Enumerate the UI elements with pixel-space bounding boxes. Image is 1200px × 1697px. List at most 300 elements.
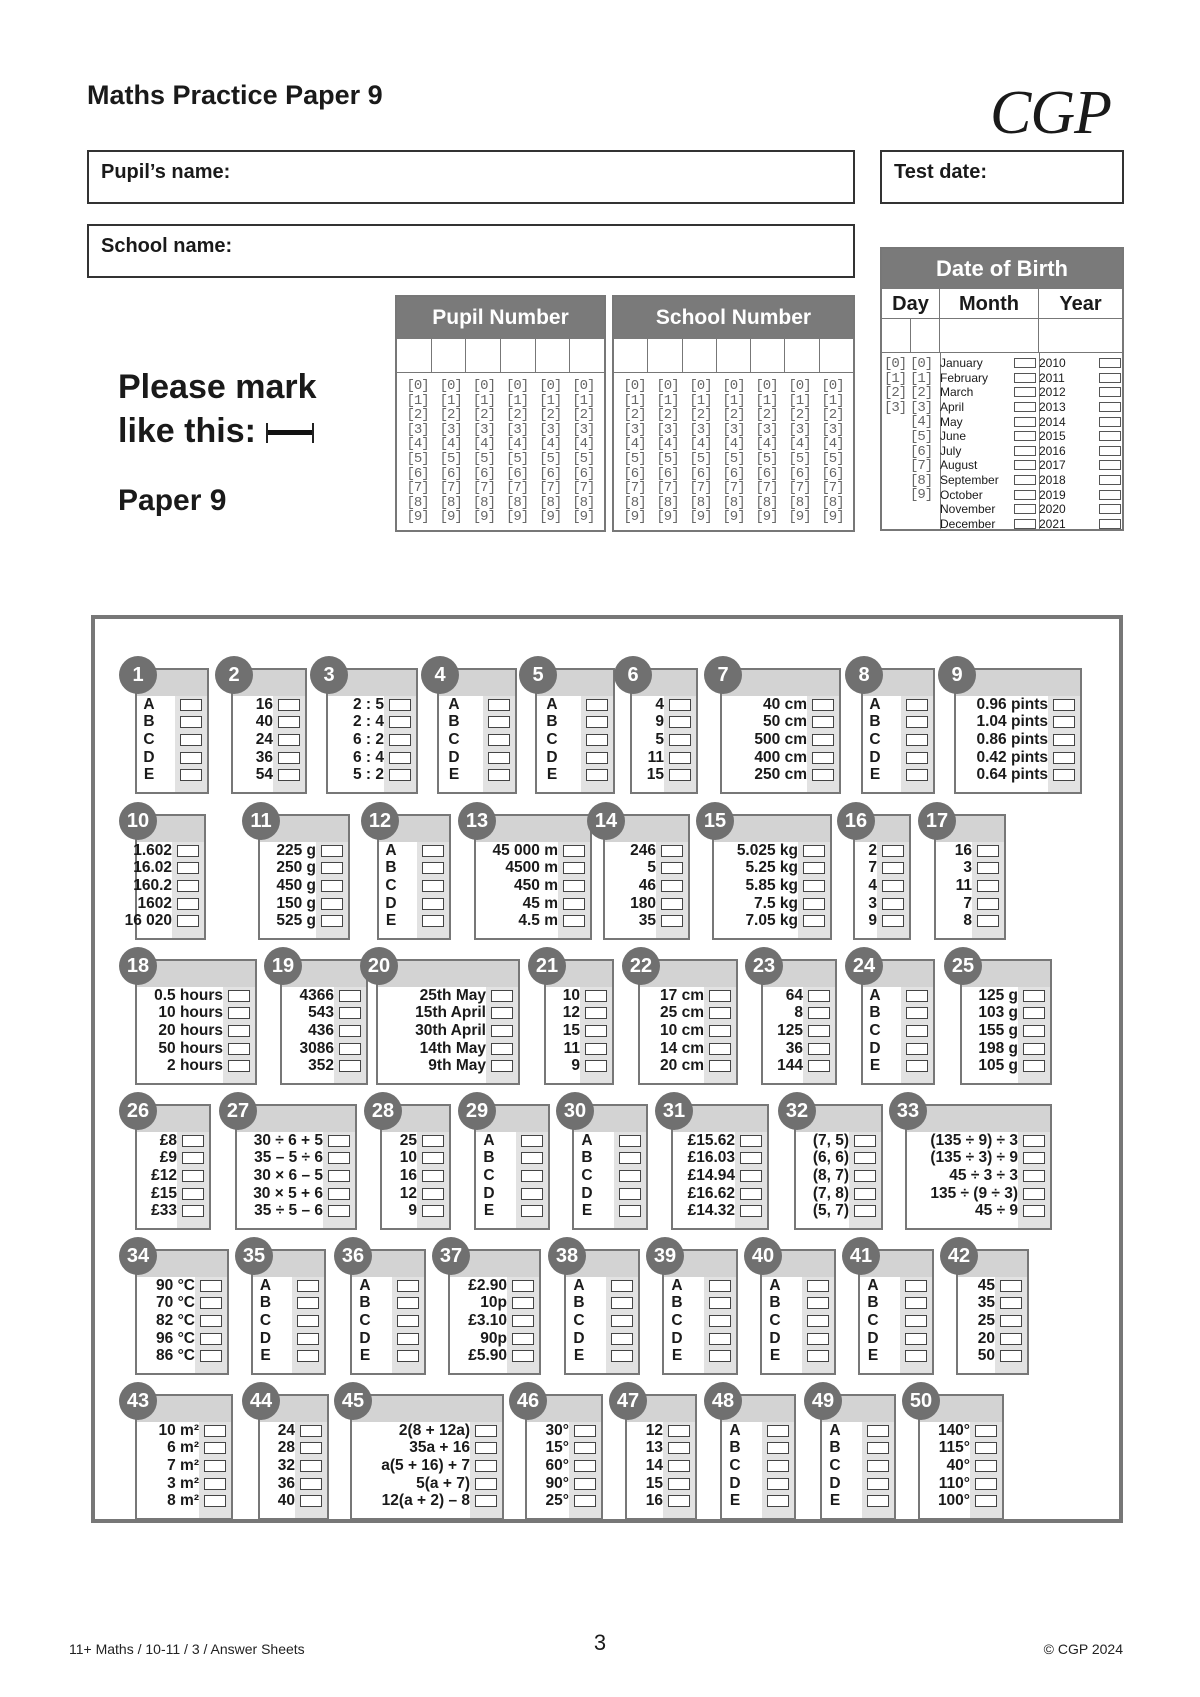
answer-checkbox[interactable] xyxy=(975,1460,997,1472)
answer-option[interactable] xyxy=(627,1422,690,1440)
answer-option[interactable] xyxy=(476,1202,543,1220)
pupil-number-digit-bubble[interactable]: [4] xyxy=(439,436,462,453)
dob-year-checkbox[interactable] xyxy=(1099,431,1121,441)
pupil-number-digit-bubble[interactable]: [9] xyxy=(539,509,562,526)
school-number-digit-bubble[interactable]: [1] xyxy=(755,392,778,409)
answer-checkbox[interactable] xyxy=(803,880,825,892)
pupil-number-digit-bubble[interactable]: [0] xyxy=(572,378,595,394)
school-number-digit-bubble[interactable]: [9] xyxy=(722,509,745,526)
dob-day-bubble[interactable]: [2] xyxy=(884,385,907,402)
answer-checkbox[interactable] xyxy=(475,1442,497,1454)
answer-checkbox[interactable] xyxy=(586,699,608,711)
answer-checkbox[interactable] xyxy=(585,1025,607,1037)
answer-checkbox[interactable] xyxy=(661,880,683,892)
answer-option[interactable] xyxy=(920,1422,997,1440)
answer-option[interactable] xyxy=(137,1185,204,1203)
answer-checkbox[interactable] xyxy=(709,1007,731,1019)
pupil-number-digit-bubble[interactable]: [3] xyxy=(505,421,529,438)
answer-option[interactable] xyxy=(233,731,300,749)
pupil-number-digit-bubble[interactable]: [5] xyxy=(539,450,562,467)
answer-option[interactable] xyxy=(714,877,825,895)
answer-option[interactable] xyxy=(863,749,928,767)
dob-day-bubble[interactable]: [7] xyxy=(910,458,933,475)
dob-month-checkbox[interactable] xyxy=(1014,446,1036,456)
answer-checkbox[interactable] xyxy=(812,716,834,728)
answer-option[interactable] xyxy=(328,731,411,749)
answer-option[interactable] xyxy=(352,1422,497,1440)
pupil-number-digit-bubble[interactable]: [4] xyxy=(539,436,562,453)
answer-checkbox[interactable] xyxy=(300,1495,322,1507)
answer-checkbox[interactable] xyxy=(906,1025,928,1037)
answer-checkbox[interactable] xyxy=(328,1170,350,1182)
answer-option[interactable] xyxy=(282,987,361,1005)
answer-option[interactable] xyxy=(137,1347,222,1365)
answer-option[interactable] xyxy=(673,1150,762,1168)
answer-checkbox[interactable] xyxy=(1053,769,1075,781)
answer-option[interactable] xyxy=(958,1347,1022,1365)
school-number-digit-bubble[interactable]: [0] xyxy=(788,378,811,394)
answer-option[interactable] xyxy=(450,1347,534,1365)
dob-month-option[interactable] xyxy=(940,356,1036,371)
answer-checkbox[interactable] xyxy=(512,1333,534,1345)
answer-checkbox[interactable] xyxy=(491,1060,513,1072)
answer-option[interactable] xyxy=(527,1492,596,1510)
dob-day-bubble[interactable]: [1] xyxy=(884,370,907,387)
answer-option[interactable] xyxy=(796,1167,876,1185)
pupil-number-digit-bubble[interactable]: [8] xyxy=(505,494,529,511)
answer-checkbox[interactable] xyxy=(709,1350,731,1362)
answer-checkbox[interactable] xyxy=(740,1205,762,1217)
answer-option[interactable] xyxy=(822,1440,889,1458)
school-number-digit-bubble[interactable]: [2] xyxy=(689,407,712,424)
answer-checkbox[interactable] xyxy=(1053,752,1075,764)
dob-year-option[interactable] xyxy=(1039,487,1121,502)
answer-option[interactable] xyxy=(237,1202,350,1220)
answer-checkbox[interactable] xyxy=(808,1007,830,1019)
pupil-number-digit-bubble[interactable]: [2] xyxy=(472,407,495,424)
dob-year-option[interactable] xyxy=(1039,444,1121,459)
answer-checkbox[interactable] xyxy=(491,1007,513,1019)
answer-option[interactable] xyxy=(640,1022,731,1040)
pupil-number-digit-bubble[interactable]: [2] xyxy=(439,407,462,424)
answer-checkbox[interactable] xyxy=(586,716,608,728)
answer-checkbox[interactable] xyxy=(475,1460,497,1472)
answer-checkbox[interactable] xyxy=(328,1188,350,1200)
answer-checkbox[interactable] xyxy=(1000,1280,1022,1292)
answer-option[interactable] xyxy=(605,912,683,930)
answer-option[interactable] xyxy=(133,859,199,878)
pupil-number-digit-bubble[interactable]: [6] xyxy=(472,465,495,482)
answer-checkbox[interactable] xyxy=(585,1060,607,1072)
answer-option[interactable] xyxy=(958,1330,1022,1348)
dob-year-option[interactable] xyxy=(1039,502,1121,517)
school-number-digit-bubble[interactable]: [9] xyxy=(788,509,811,526)
answer-checkbox[interactable] xyxy=(1053,734,1075,746)
dob-year-option[interactable] xyxy=(1039,473,1121,488)
pupil-number-digit-bubble[interactable]: [8] xyxy=(406,494,429,511)
pupil-number-digit-bubble[interactable]: [0] xyxy=(439,378,462,394)
answer-checkbox[interactable] xyxy=(709,1333,731,1345)
school-name-field[interactable] xyxy=(87,224,855,278)
school-number-digit-bubble[interactable]: [2] xyxy=(722,407,745,424)
answer-option[interactable] xyxy=(546,1005,607,1023)
answer-checkbox[interactable] xyxy=(521,1188,543,1200)
answer-option[interactable] xyxy=(863,1022,928,1040)
answer-checkbox[interactable] xyxy=(767,1478,789,1490)
answer-checkbox[interactable] xyxy=(668,1478,690,1490)
school-number-write-cell[interactable] xyxy=(648,339,682,372)
answer-checkbox[interactable] xyxy=(397,1333,419,1345)
dob-month-write[interactable] xyxy=(940,319,1039,352)
answer-option[interactable] xyxy=(566,1295,633,1313)
answer-checkbox[interactable] xyxy=(397,1315,419,1327)
answer-checkbox[interactable] xyxy=(586,734,608,746)
answer-checkbox[interactable] xyxy=(297,1297,319,1309)
answer-checkbox[interactable] xyxy=(906,699,928,711)
answer-checkbox[interactable] xyxy=(1000,1297,1022,1309)
dob-year-checkbox[interactable] xyxy=(1099,519,1121,529)
answer-checkbox[interactable] xyxy=(563,915,585,927)
school-number-digit-bubble[interactable]: [0] xyxy=(821,378,844,394)
answer-checkbox[interactable] xyxy=(300,1478,322,1490)
answer-option[interactable] xyxy=(233,766,300,784)
answer-checkbox[interactable] xyxy=(906,769,928,781)
dob-month-option[interactable] xyxy=(940,400,1036,415)
answer-checkbox[interactable] xyxy=(389,734,411,746)
school-number-digit-bubble[interactable]: [9] xyxy=(821,509,844,526)
answer-option[interactable] xyxy=(860,1312,927,1330)
answer-checkbox[interactable] xyxy=(1023,1007,1045,1019)
answer-option[interactable] xyxy=(627,1457,690,1475)
answer-checkbox[interactable] xyxy=(200,1350,222,1362)
answer-checkbox[interactable] xyxy=(975,1442,997,1454)
answer-option[interactable] xyxy=(137,1440,226,1458)
answer-checkbox[interactable] xyxy=(339,1060,361,1072)
answer-option[interactable] xyxy=(382,1202,444,1220)
answer-option[interactable] xyxy=(282,1040,361,1058)
answer-checkbox[interactable] xyxy=(563,845,585,857)
answer-checkbox[interactable] xyxy=(669,752,691,764)
answer-checkbox[interactable] xyxy=(180,752,202,764)
answer-option[interactable] xyxy=(855,842,904,860)
answer-option[interactable] xyxy=(762,1330,829,1348)
school-number-digit-bubble[interactable]: [6] xyxy=(656,465,679,482)
pupil-number-digit-bubble[interactable]: [8] xyxy=(539,494,562,511)
answer-option[interactable] xyxy=(253,1295,319,1313)
school-number-digit-bubble[interactable]: [2] xyxy=(623,407,646,424)
answer-checkbox[interactable] xyxy=(488,752,510,764)
answer-checkbox[interactable] xyxy=(475,1478,497,1490)
dob-month-option[interactable] xyxy=(940,487,1036,502)
dob-month-option[interactable] xyxy=(940,414,1036,429)
answer-option[interactable] xyxy=(537,749,608,767)
answer-checkbox[interactable] xyxy=(807,1280,829,1292)
answer-option[interactable] xyxy=(936,895,999,913)
dob-year-checkbox[interactable] xyxy=(1099,417,1121,427)
answer-checkbox[interactable] xyxy=(491,990,513,1002)
answer-option[interactable] xyxy=(763,987,830,1005)
answer-option[interactable] xyxy=(763,1057,830,1075)
school-number-digit-bubble[interactable]: [5] xyxy=(623,450,646,467)
answer-checkbox[interactable] xyxy=(977,898,999,910)
answer-option[interactable] xyxy=(476,1167,543,1185)
answer-checkbox[interactable] xyxy=(882,862,904,874)
answer-checkbox[interactable] xyxy=(709,1280,731,1292)
school-number-digit-bubble[interactable]: [3] xyxy=(821,421,844,438)
answer-option[interactable] xyxy=(378,1057,513,1075)
answer-option[interactable] xyxy=(527,1440,596,1458)
school-number-digit-bubble[interactable]: [2] xyxy=(656,407,679,424)
answer-checkbox[interactable] xyxy=(300,1425,322,1437)
answer-option[interactable] xyxy=(237,1185,350,1203)
answer-option[interactable] xyxy=(378,1005,513,1023)
answer-checkbox[interactable] xyxy=(328,1152,350,1164)
answer-checkbox[interactable] xyxy=(585,1007,607,1019)
answer-checkbox[interactable] xyxy=(182,1170,204,1182)
answer-checkbox[interactable] xyxy=(321,880,343,892)
answer-option[interactable] xyxy=(282,1057,361,1075)
pupil-number-digit-bubble[interactable]: [5] xyxy=(572,450,595,467)
answer-option[interactable] xyxy=(722,1440,789,1458)
answer-option[interactable] xyxy=(382,1150,444,1168)
answer-checkbox[interactable] xyxy=(1023,1135,1045,1147)
answer-checkbox[interactable] xyxy=(297,1280,319,1292)
answer-option[interactable] xyxy=(253,1312,319,1330)
pupil-number-digit-bubble[interactable]: [5] xyxy=(472,450,495,467)
answer-checkbox[interactable] xyxy=(321,915,343,927)
answer-checkbox[interactable] xyxy=(767,1442,789,1454)
answer-checkbox[interactable] xyxy=(1053,699,1075,711)
school-number-digit-bubble[interactable]: [8] xyxy=(623,494,646,511)
answer-option[interactable] xyxy=(907,1150,1045,1168)
answer-option[interactable] xyxy=(936,842,999,860)
answer-option[interactable] xyxy=(956,749,1075,767)
pupil-number-digit-bubble[interactable]: [8] xyxy=(472,494,495,511)
school-number-write-cell[interactable] xyxy=(717,339,751,372)
answer-checkbox[interactable] xyxy=(177,880,199,892)
pupil-number-digit-bubble[interactable]: [0] xyxy=(406,378,429,394)
answer-checkbox[interactable] xyxy=(767,1425,789,1437)
school-number-digit-bubble[interactable]: [8] xyxy=(788,494,811,511)
answer-checkbox[interactable] xyxy=(669,716,691,728)
answer-checkbox[interactable] xyxy=(977,862,999,874)
answer-checkbox[interactable] xyxy=(611,1280,633,1292)
answer-checkbox[interactable] xyxy=(563,898,585,910)
answer-option[interactable] xyxy=(546,987,607,1005)
answer-option[interactable] xyxy=(962,1005,1045,1023)
answer-option[interactable] xyxy=(476,860,585,878)
pupil-number-digit-bubble[interactable]: [6] xyxy=(439,465,462,482)
answer-option[interactable] xyxy=(476,1132,543,1150)
answer-checkbox[interactable] xyxy=(619,1205,641,1217)
pupil-number-digit-bubble[interactable]: [6] xyxy=(505,465,529,482)
answer-option[interactable] xyxy=(863,1040,928,1058)
answer-option[interactable] xyxy=(282,1022,361,1040)
answer-option[interactable] xyxy=(137,1005,250,1023)
answer-option[interactable] xyxy=(328,766,411,784)
pupil-number-digit-bubble[interactable]: [3] xyxy=(472,421,495,438)
answer-checkbox[interactable] xyxy=(1053,716,1075,728)
answer-checkbox[interactable] xyxy=(854,1188,876,1200)
answer-checkbox[interactable] xyxy=(328,1205,350,1217)
answer-option[interactable] xyxy=(860,1277,927,1295)
school-number-digit-bubble[interactable]: [4] xyxy=(722,436,745,453)
answer-option[interactable] xyxy=(282,1005,361,1023)
answer-option[interactable] xyxy=(439,714,510,732)
answer-option[interactable] xyxy=(476,1185,543,1203)
dob-year-checkbox[interactable] xyxy=(1099,373,1121,383)
answer-checkbox[interactable] xyxy=(905,1297,927,1309)
answer-option[interactable] xyxy=(796,1202,876,1220)
answer-option[interactable] xyxy=(920,1440,997,1458)
dob-year-checkbox[interactable] xyxy=(1099,490,1121,500)
answer-checkbox[interactable] xyxy=(882,898,904,910)
answer-option[interactable] xyxy=(574,1150,641,1168)
answer-option[interactable] xyxy=(233,696,300,714)
answer-checkbox[interactable] xyxy=(854,1170,876,1182)
pupil-number-digit-bubble[interactable]: [7] xyxy=(472,480,495,497)
answer-checkbox[interactable] xyxy=(668,1495,690,1507)
school-number-digit-bubble[interactable]: [4] xyxy=(656,436,679,453)
answer-checkbox[interactable] xyxy=(521,1152,543,1164)
school-number-digit-bubble[interactable]: [6] xyxy=(755,465,778,482)
school-number-digit-bubble[interactable]: [3] xyxy=(656,421,679,438)
answer-checkbox[interactable] xyxy=(204,1460,226,1472)
dob-day-bubble[interactable]: [9] xyxy=(910,487,933,504)
answer-option[interactable] xyxy=(920,1457,997,1475)
answer-option[interactable] xyxy=(863,731,928,749)
answer-option[interactable] xyxy=(124,912,199,930)
pupil-number-write-cell[interactable] xyxy=(570,339,604,372)
answer-option[interactable] xyxy=(796,1185,876,1203)
dob-month-option[interactable] xyxy=(940,473,1036,488)
school-number-write-cell[interactable] xyxy=(820,339,853,372)
answer-option[interactable] xyxy=(260,1422,322,1440)
school-number-digit-bubble[interactable]: [3] xyxy=(623,421,646,438)
dob-day-bubble[interactable]: [2] xyxy=(910,385,933,402)
school-number-write-cell[interactable] xyxy=(751,339,785,372)
answer-option[interactable] xyxy=(574,1202,641,1220)
answer-checkbox[interactable] xyxy=(574,1460,596,1472)
answer-option[interactable] xyxy=(546,1057,607,1075)
dob-day-bubble[interactable]: [4] xyxy=(910,414,933,431)
answer-checkbox[interactable] xyxy=(475,1425,497,1437)
answer-checkbox[interactable] xyxy=(200,1333,222,1345)
school-number-digit-bubble[interactable]: [1] xyxy=(623,392,646,409)
answer-checkbox[interactable] xyxy=(422,1188,444,1200)
answer-option[interactable] xyxy=(863,696,928,714)
answer-option[interactable] xyxy=(822,1457,889,1475)
answer-checkbox[interactable] xyxy=(339,1025,361,1037)
answer-option[interactable] xyxy=(382,1132,444,1150)
answer-checkbox[interactable] xyxy=(619,1188,641,1200)
answer-option[interactable] xyxy=(476,877,585,895)
answer-option[interactable] xyxy=(566,1312,633,1330)
answer-checkbox[interactable] xyxy=(740,1188,762,1200)
answer-checkbox[interactable] xyxy=(807,1297,829,1309)
answer-checkbox[interactable] xyxy=(661,898,683,910)
answer-option[interactable] xyxy=(920,1475,997,1493)
dob-month-checkbox[interactable] xyxy=(1014,387,1036,397)
answer-checkbox[interactable] xyxy=(389,752,411,764)
answer-option[interactable] xyxy=(137,731,202,749)
answer-checkbox[interactable] xyxy=(740,1152,762,1164)
pupil-number-write-row[interactable] xyxy=(397,339,604,373)
answer-checkbox[interactable] xyxy=(397,1297,419,1309)
answer-checkbox[interactable] xyxy=(180,769,202,781)
answer-checkbox[interactable] xyxy=(182,1135,204,1147)
answer-checkbox[interactable] xyxy=(278,769,300,781)
school-number-digit-bubble[interactable]: [0] xyxy=(722,378,745,394)
school-number-digit-bubble[interactable]: [6] xyxy=(623,465,646,482)
test-date-field[interactable] xyxy=(880,150,1124,204)
answer-option[interactable] xyxy=(133,841,199,860)
answer-option[interactable] xyxy=(137,1277,222,1295)
pupil-number-digit-bubble[interactable]: [7] xyxy=(439,480,462,497)
answer-option[interactable] xyxy=(237,1167,350,1185)
answer-option[interactable] xyxy=(379,860,444,878)
answer-option[interactable] xyxy=(476,912,585,930)
answer-option[interactable] xyxy=(936,912,999,930)
answer-option[interactable] xyxy=(722,1492,789,1510)
dob-month-option[interactable] xyxy=(940,444,1036,459)
school-number-digit-bubble[interactable]: [7] xyxy=(788,480,811,497)
dob-month-checkbox[interactable] xyxy=(1014,373,1036,383)
school-number-write-cell[interactable] xyxy=(614,339,648,372)
answer-checkbox[interactable] xyxy=(422,880,444,892)
answer-option[interactable] xyxy=(855,895,904,913)
answer-checkbox[interactable] xyxy=(611,1315,633,1327)
answer-option[interactable] xyxy=(328,696,411,714)
answer-checkbox[interactable] xyxy=(321,862,343,874)
answer-option[interactable] xyxy=(632,731,691,749)
answer-checkbox[interactable] xyxy=(709,1060,731,1072)
school-number-digit-bubble[interactable]: [7] xyxy=(755,480,778,497)
answer-option[interactable] xyxy=(855,877,904,895)
answer-option[interactable] xyxy=(133,876,199,895)
dob-year-option[interactable] xyxy=(1039,385,1121,400)
school-number-digit-bubble[interactable]: [5] xyxy=(788,450,811,467)
answer-option[interactable] xyxy=(863,987,928,1005)
dob-year-checkbox[interactable] xyxy=(1099,504,1121,514)
dob-day-bubble[interactable]: [0] xyxy=(910,356,933,372)
answer-option[interactable] xyxy=(762,1347,829,1365)
answer-option[interactable] xyxy=(855,860,904,878)
answer-checkbox[interactable] xyxy=(669,699,691,711)
answer-option[interactable] xyxy=(958,1277,1022,1295)
pupil-number-digit-bubble[interactable]: [4] xyxy=(505,436,529,453)
answer-checkbox[interactable] xyxy=(574,1495,596,1507)
answer-option[interactable] xyxy=(260,860,343,878)
answer-option[interactable] xyxy=(137,1150,204,1168)
answer-option[interactable] xyxy=(382,1185,444,1203)
answer-option[interactable] xyxy=(450,1330,534,1348)
school-number-digit-bubble[interactable]: [5] xyxy=(722,450,745,467)
dob-month-checkbox[interactable] xyxy=(1014,358,1036,368)
answer-checkbox[interactable] xyxy=(200,1315,222,1327)
pupil-number-digit-bubble[interactable]: [1] xyxy=(406,392,429,409)
answer-option[interactable] xyxy=(566,1277,633,1295)
school-number-digit-bubble[interactable]: [5] xyxy=(755,450,778,467)
dob-day-bubble[interactable]: [1] xyxy=(910,370,933,387)
answer-checkbox[interactable] xyxy=(867,1460,889,1472)
answer-option[interactable] xyxy=(860,1330,927,1348)
answer-checkbox[interactable] xyxy=(339,990,361,1002)
answer-checkbox[interactable] xyxy=(867,1495,889,1507)
answer-checkbox[interactable] xyxy=(585,1043,607,1055)
answer-checkbox[interactable] xyxy=(1000,1333,1022,1345)
answer-option[interactable] xyxy=(260,1475,322,1493)
